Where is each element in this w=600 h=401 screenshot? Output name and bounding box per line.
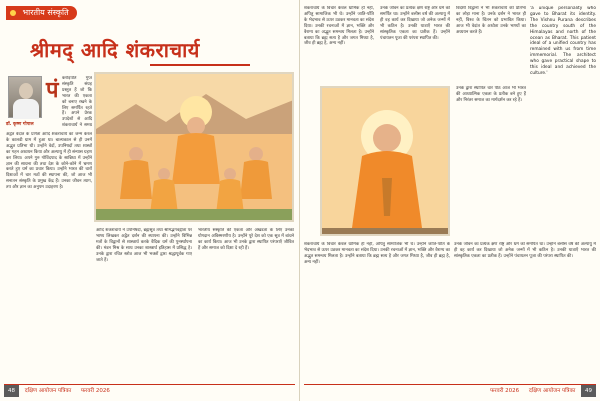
magazine-name-right: दक्षिण आयोजन पत्रिका bbox=[528, 388, 576, 394]
left-column-1: अद्वैत वेदांत के प्रणेता आदि शंकराचार्य का जन्म केरल के कालडी ग्राम में हुआ था। बाल्यकाल से ही उनमें अद्भुत प्रतिभा थी। उन्होंने वेदों, उपनिषदों तथा शास्त्रों का गहन अध्ययन किया और अल्पायु में ही संन्यास ग्रहण कर लिया। अपने गुरु गोविंदपाद के सान्निध्य में उन्होंने ज्ञान की साधना की तथा देश के कोने-कोने में भ्रमण करते हुए धर्म का प्रचार किया। उन्होंने भारत की चारों दिशाओं में चार मठों की स्थापना की, जो आज भी सनातन संस्कृति के प्रमुख केंद्र हैं। उनका जीवन त्याग, तप और ज्ञान का अनुपम उदाहरण है। bbox=[6, 132, 92, 191]
issue-date: फरवरी 2026 bbox=[80, 388, 110, 394]
article-title bbox=[30, 36, 300, 64]
left-footer bbox=[4, 385, 114, 397]
section-label: भारतीय संस्कृति bbox=[22, 8, 69, 17]
page-number: 48 bbox=[4, 385, 19, 397]
right-column-2: उनके जीवन का प्रत्येक क्षण राष्ट्र और धर्म को समर्पित था। उन्होंने बत्तीस वर्ष की अल्पायु में ही वह कार्य कर दिखाया जो अनेक जन्मों में भी कठिन है। उनकी यात्राएँ भारत की सांस्कृतिक एकता का प्रतीक हैं। उन्होंने पंचायतन पूजा की परंपरा स्थापित की। bbox=[380, 6, 450, 41]
bullet-icon bbox=[10, 10, 16, 16]
section-band bbox=[6, 6, 77, 20]
right-column-3: विदेशी विद्वानों ने भी शंकराचार्य की प्रतिभा का लोहा माना है। उनके दर्शन ने भारत ही नहीं, विश्व के चिंतन को प्रभावित किया। आज भी वेदांत के अध्येता उनके भाष्यों का अध्ययन करते हैं। bbox=[456, 6, 526, 35]
author-photo-body bbox=[13, 99, 39, 119]
intro-text: करोड़पति गुप्त संस्कृति संग्रह प्रस्तुत हैं जो कि भारत की एकता को बनाए रखने के लिए समर्पित रहते हैं। अपने प्रेरक उपदेशों से आदि शंकराचार्य ने समग्र bbox=[62, 76, 92, 128]
shankaracharya-painting bbox=[94, 72, 294, 222]
author-photo-head bbox=[19, 83, 33, 99]
left-column-2: आदि शंकराचार्य ने उपनिषदों, ब्रह्मसूत्र तथा श्रीमद्भगवद्गीता पर भाष्य लिखकर अद्वैत दर्शन की स्थापना की। उन्होंने विभिन्न मतों के विद्वानों से शास्त्रार्थ करके वैदिक धर्म की पुनर्स्थापना की। मंडन मिश्र के साथ उनका शास्त्रार्थ इतिहास में प्रसिद्ध है। उनके द्वारा रचित स्तोत्र आज भी भक्तों द्वारा श्रद्धापूर्वक गाए जाते हैं। bbox=[96, 228, 192, 263]
portrait-art bbox=[322, 88, 450, 236]
right-column-1: शंकराचार्य के विचार केवल धार्मिक ही नहीं, अपितु सामाजिक भी थे। उन्होंने जाति-पाँति के भेदभाव से ऊपर उठकर मानवता का संदेश दिया। उनकी रचनाओं में ज्ञान, भक्ति और वैराग्य का अद्भुत समन्वय मिलता है। उन्होंने बताया कि ब्रह्म सत्य है और जगत मिथ्या है, जीव ही ब्रह्म है, अन्य नहीं। bbox=[304, 6, 374, 47]
title-underline bbox=[150, 64, 250, 66]
issue-date-right: फरवरी 2026 bbox=[490, 388, 520, 394]
shankaracharya-portrait bbox=[320, 86, 450, 236]
painting-art bbox=[96, 74, 294, 222]
right-column-6: उनके जीवन का प्रत्येक क्षण राष्ट्र और धर्म को समर्पित था। उन्होंने बत्तीस वर्ष की अल्पायु में ही वह कार्य कर दिखाया जो अनेक जन्मों में भी कठिन है। उनकी यात्राएँ भारत की सांस्कृतिक एकता का प्रतीक हैं। उन्होंने पंचायतन पूजा की परंपरा स्थापित की। bbox=[454, 242, 596, 259]
english-quote: 'a unique personality who gave to Bharat its identity. The Vishnu Purana describes the country south of the Himalayas and north of the ocean as Bharat. This patient ideal of a unified country has remained with us from time immemorial. The architect who gave practical shape to this ideal and achieved the culture.' bbox=[530, 6, 596, 76]
right-footer bbox=[486, 385, 596, 397]
right-column-5: शंकराचार्य के विचार केवल धार्मिक ही नहीं, अपितु सामाजिक भी थे। उन्होंने जाति-पाँति के भेदभाव से ऊपर उठकर मानवता का संदेश दिया। उनकी रचनाओं में ज्ञान, भक्ति और वैराग्य का अद्भुत समन्वय मिलता है। उन्होंने बताया कि ब्रह्म सत्य है और जगत मिथ्या है, जीव ही ब्रह्म है, अन्य नहीं। bbox=[304, 242, 450, 265]
right-page bbox=[300, 0, 600, 401]
magazine-name: दक्षिण आयोजन पत्रिका bbox=[24, 388, 72, 394]
article-title-text: श्रीमद् आदि शंकराचार्य bbox=[30, 38, 200, 62]
drop-cap: पं bbox=[46, 77, 59, 103]
author-photo bbox=[8, 76, 42, 118]
author-name: डॉ. कृष्ण गोपाल bbox=[6, 122, 34, 127]
right-column-4: उनके द्वारा स्थापित चार पीठ आज भी भारत की आध्यात्मिक एकता के प्रतीक बने हुए हैं और निरंतर समाज का मार्गदर्शन कर रहे हैं। bbox=[456, 86, 526, 103]
left-column-3: भारतीय संस्कृति की एकता और अखंडता के लिए उनका योगदान अविस्मरणीय है। उन्होंने पूरे देश को एक सूत्र में बांधने का कार्य किया। आज भी उनके द्वारा स्थापित परंपराएँ जीवित हैं और समाज को दिशा दे रही हैं। bbox=[198, 228, 294, 251]
page-number-right: 49 bbox=[581, 385, 596, 397]
